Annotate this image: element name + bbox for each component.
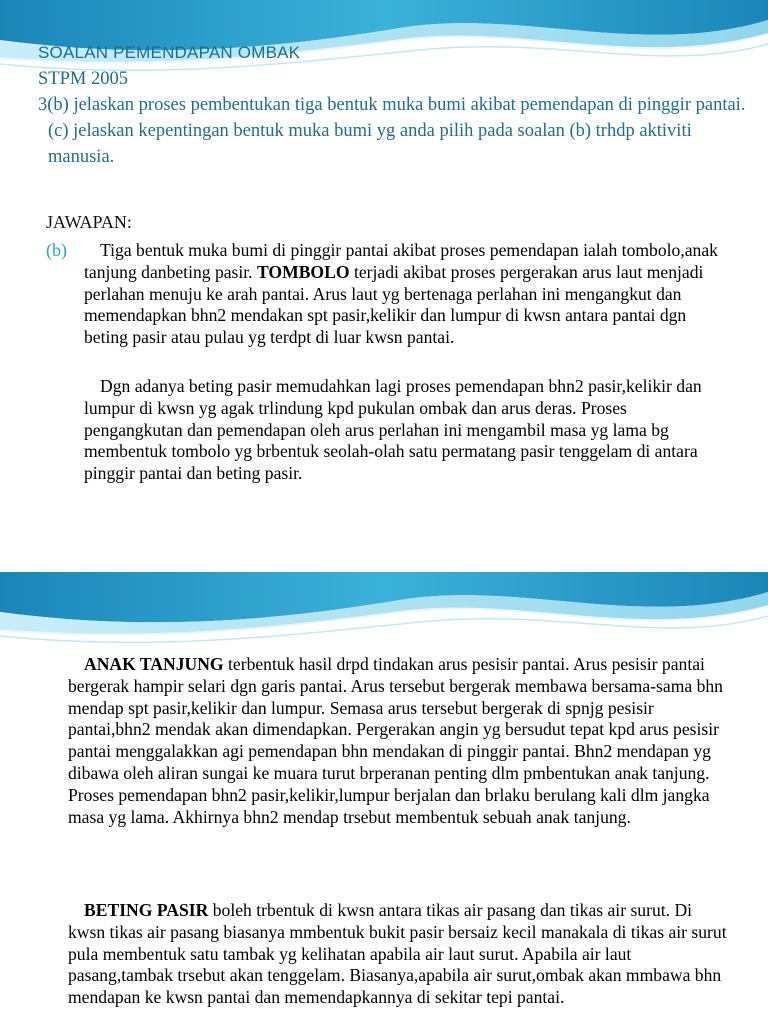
exam-year: STPM 2005 [38,69,128,89]
term-anak-tanjung: ANAK TANJUNG [84,654,224,674]
paragraph-tombolo [84,240,724,349]
paragraph-anak-tanjung [68,654,732,828]
paragraph-tombolo-2 [84,376,724,485]
answer-label: JAWAPAN: [46,212,132,232]
question-c: (c) jelaskan kepentingan bentuk muka bumi yg anda pilih pada soalan (b) trhdp aktiviti manusia. [48,121,692,167]
p3-text: terbentuk hasil drpd tindakan arus pesisir pantai. Arus pesisir pantai bergerak hampir selari dgn garis pantai. Arus tersebut bergerak membawa bersama-sama bhn mendap spt pasir,kelikir dan lumpur. Semasa arus tersebut bergerak di spnjg pesisir pantai,bhn2 mendak akan dimendapkan. Pergerakan angin yg bersudut tepat kpd arus pesisir pantai menggalakkan agi pemendapan bhn mendakan di pinggir pantai. Bhn2 mendapan yg dibawa oleh aliran sungai ke muara turut brperanan penting dlm pmbentukan anak tanjung. Proses pemendapan bhn2 pasir,kelikir,lumpur berjalan dan brlaku berulang kali dlm jangka masa yg lama. Akhirnya bhn2 mendap trsebut membentuk sebuah anak tanjung. [68,654,723,827]
bullet-b: (b) [46,240,67,260]
term-tombolo: TOMBOLO [256,261,350,282]
p4-text: boleh trbentuk di kwsn antara tikas air pasang dan tikas air surut. Di kwsn tikas air pasang biasanya mmbentuk bukit pasir bersaiz kecil manakala di tikas air surut pula membentuk satu tambak yg kelihatan apabila air laut surut. Apabila air laut pasang,tambak trsebut akan tenggelam. Biasanya,apabila air surut,ombak akan mmbawa bhn mendapan ke kwsn pantai dan memendapkannya di sekitar tepi pantai. [68,900,727,1008]
p2-text: Dgn adanya beting pasir memudahkan lagi proses pemendapan bhn2 pasir,kelikir dan lumpur di kwsn yg agak trlindung kpd pukulan ombak dan arus deras. Proses pengangkutan dan pemendapan oleh arus perlahan ini mengambil masa yg lama bg membentuk tombolo yg brbentuk seolah-olah satu permatang pasir tenggelam di antara pinggir pantai dan beting pasir. [84,376,702,484]
question-header [38,40,758,170]
paragraph-beting-pasir [68,900,732,1009]
question-title: SOALAN PEMENDAPAN OMBAK [38,43,301,62]
p1-text-a: Tiga bentuk muka bumi di pinggir pantai akibat proses pemendapan ialah tombolo,anak tanjung danbeting pasir. [84,240,718,282]
slide-divider [0,560,768,572]
term-beting-pasir: BETING PASIR [84,900,209,920]
question-b: 3(b) jelaskan proses pembentukan tiga bentuk muka bumi akibat pemendapan di pinggir pantai. [38,95,746,115]
p1-text-b: terjadi akibat proses pergerakan arus laut menjadi perlahan menuju ke arah pantai. Arus laut yg bertenaga perlahan ini mengangkut dan memendapkan bhn2 mendakan spt pasir,kelikir dan lumpur di kwsn antara pantai dgn beting pasir atau pulau yg terdpt di luar kwsn pantai. [84,261,704,348]
